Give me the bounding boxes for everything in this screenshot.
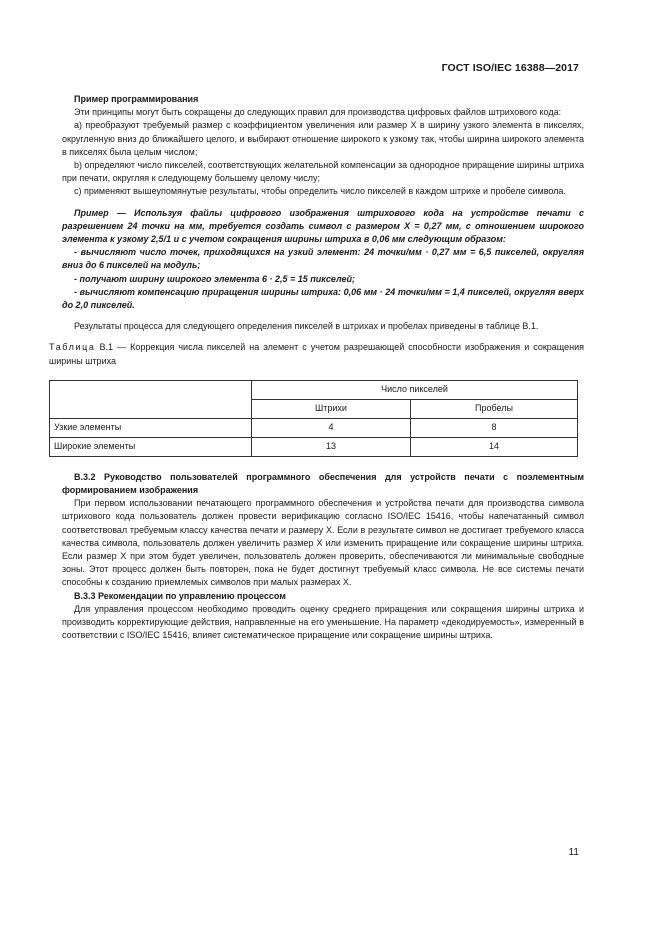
standard-header: ГОСТ ISO/IEC 16388—2017 — [441, 62, 579, 74]
table-col-spaces: Пробелы — [411, 399, 578, 418]
section-332-text: При первом использовании печатающего программного обеспечения и устройства печати для производства символа штрихового кода пользователь должен провести верификацию согласно ISO/IEC 15416, чтобы напечатанный символ соответствовал требуемым классу качества печати и размеру X. Если в результате символ не достигает требуемого класса качества символа, пользователь должен увеличить размер X или изменить приращение или сокращение ширины штриха. Если размер X при этом будет увеличен, пользователь должен проверить, обеспечиваются ли минимальные свободные зоны. Этот процесс должен быть повторен, пока не будет достигнут требуемый класс символа. Не все системы печати способны к созданию приемлемых символов при малых размерах X. — [62, 498, 584, 588]
table-caption — [49, 341, 584, 367]
table-cell-bars: 13 — [252, 437, 411, 456]
page-number: 11 — [568, 847, 579, 858]
table-corner-cell — [50, 380, 252, 418]
section-333-title: В.3.3 Рекомендации по управлению процессом — [74, 590, 286, 601]
table-row — [50, 437, 578, 456]
table-cell-spaces: 8 — [411, 418, 578, 437]
table-caption-text: В.1 — Коррекция числа пикселей на элемент с учетом разрешающей способности изображения и сокращения ширины штриха — [49, 342, 584, 366]
table-row-label: Широкие элементы — [50, 437, 252, 456]
table-caption-label: Таблица — [49, 342, 96, 353]
table-header-row — [50, 380, 578, 399]
rule-b: b) определяют число пикселей, соответствующих желательной компенсации за однородное приращение ширины штриха при печати, округляя к следующему большему целому числу; — [62, 160, 584, 184]
example-step-2: - получают ширину широкого элемента 6 · 2,5 = 15 пикселей; — [74, 273, 355, 284]
table-col-bars: Штрихи — [252, 399, 411, 418]
table-cell-bars: 4 — [252, 418, 411, 437]
example-title: Пример программирования — [74, 94, 199, 104]
table-row-label: Узкие элементы — [50, 418, 252, 437]
results-text: Результаты процесса для следующего определения пикселей в штрихах и пробелах приведены в таблице В.1. — [74, 321, 539, 332]
example-step-1: - вычисляют число точек, приходящихся на узкий элемент: 24 точки/мм · 0,27 мм = 6,5 пикселей, округляя вниз до 6 пикселей на модуль; — [62, 247, 584, 271]
example-step-3: - вычисляют компенсацию приращения ширины штриха: 0,06 мм · 24 точки/мм = 1,4 пикселей, округляя вверх до 2,0 пикселей. — [62, 286, 584, 311]
example-label: Пример — — [74, 207, 126, 218]
page-content — [49, 93, 584, 643]
section-332-title: В.3.2 Руководство пользователей программного обеспечения для устройств печати с поэлементным формированием изображения — [62, 471, 584, 496]
pixel-table — [49, 380, 578, 457]
rule-a: а) преобразуют требуемый размер с коэффициентом увеличения или размер X в ширину узкого элемента в пикселях, округленную вниз до ближайшего целого, и выбирают отношение широкого к узкому так, чтобы ширина широкого элемента в пикселях была целым числом; — [62, 120, 584, 157]
rule-c: c) применяют вышеупомянутые результаты, чтобы определить число пикселей в каждом штрихе и пробеле символа. — [74, 186, 566, 197]
table-cell-spaces: 14 — [411, 437, 578, 456]
table-group-header: Число пикселей — [252, 380, 578, 399]
section-333-text: Для управления процессом необходимо проводить оценку среднего приращения или сокращения ширины штриха и производить корректирующие действия, направленные на его уменьшение. На параметр «декодируемость», измеренный в соответствии с ISO/IEC 15416, влияет систематическое приращение или сокращение ширины штриха. — [62, 603, 584, 641]
example-box-para — [62, 207, 584, 247]
example-text: Используя файлы цифрового изображения штрихового кода на устройстве печати с разрешением 24 точки на мм, требуется создать символ с размером X = 0,27 мм, с отношением широкого элемента к узкому 2,5/1 и с учетом сокращения ширины штриха в 0,06 мм следующим образом: — [62, 207, 584, 245]
example-intro: Эти принципы могут быть сокращены до следующих правил для производства цифровых файлов штрихового кода: — [74, 107, 562, 118]
table-row — [50, 418, 578, 437]
